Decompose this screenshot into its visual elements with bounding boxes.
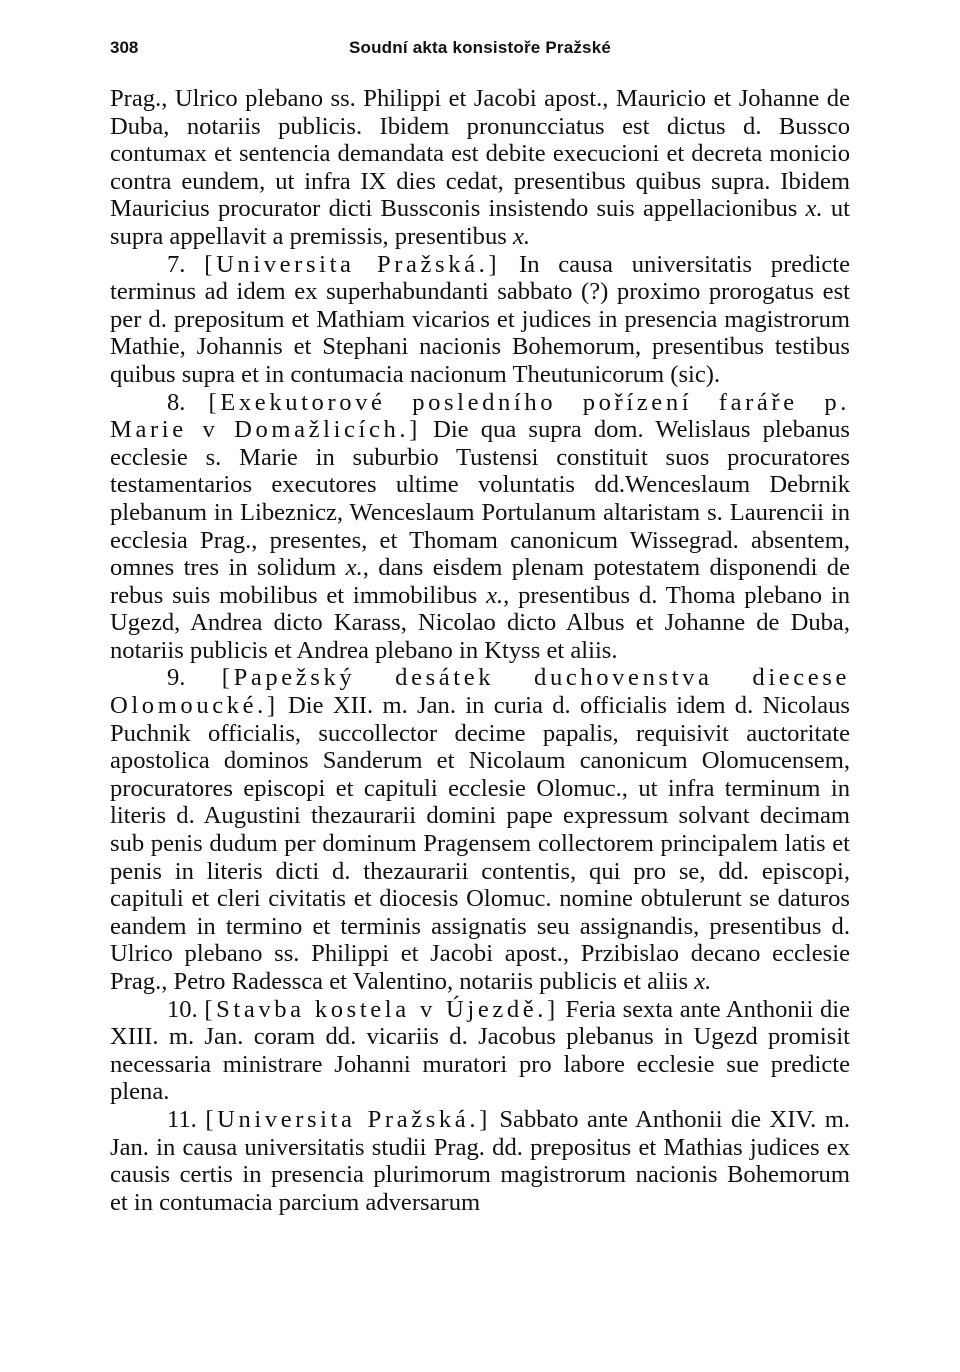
entry-number: 9. xyxy=(167,664,186,692)
entry-heading: [Exekutorové posledního pořízení faráře p. Marie v Domažlicích.] xyxy=(110,388,850,444)
page-number: 308 xyxy=(110,38,139,57)
entry-text: Die qua supra dom. Welislaus plebanus ecclesie s. Marie in suburbio Tustensi constituit suos procuratores testamentarios executores ultime voluntatis dd.Wenceslaum Debrnik plebanum in Libeznicz, Wenceslaum Portulanum altaristam s. Laurencii in ecclesia Prag., presentes, et Thomam canonicum Wissegrad. absentem, omnes tres in solidum xyxy=(110,416,850,582)
running-title: Soudní akta konsistoře Pražské xyxy=(348,38,612,57)
entry-8 xyxy=(110,389,850,665)
entry-11 xyxy=(110,1106,850,1216)
entry-text: Feria sexta ante Anthonii die XIII. m. Jan. coram dd. vicariis d. Jacobus plebanus in Ugezd promisit necessaria ministrare Johanni muratori pro labore ecclesie sue predicte plena. xyxy=(110,995,850,1106)
entry-7 xyxy=(110,251,850,389)
intro-text: Prag., Ulrico plebano ss. Philippi et Jacobi apost., Mauricio et Johanne de Duba, notariis publicis. Ibidem pronuncciatus est dictus d. Bussco contumax et sentencia demandata est debite execucioni et decreta monicio contra eundem, ut infra IX dies cedat, presentibus quibus supra. Ibidem Mauricius procurator dicti Bussconis insistendo suis appellacionibus xyxy=(110,85,850,223)
body-text xyxy=(110,85,850,1216)
intro-text-cont: ut supra appellavit a premissis, presentibus xyxy=(110,195,850,250)
entry-9 xyxy=(110,664,850,995)
entry-number: 10. xyxy=(167,995,198,1023)
entry-heading: [Papežský desátek duchovenstva diecese Olomoucké.] xyxy=(110,664,850,720)
entry-text: Sabbato ante Anthonii die XIV. m. Jan. in causa universitatis studii Prag. dd. prepositus et Mathias judices ex causis certis in presencia plurimorum magistrorum nacionis Bohemorum et in contumacia parcium adversarum xyxy=(110,1105,850,1216)
entry-10 xyxy=(110,996,850,1106)
entry-text-cont: , dans eisdem plenam potestatem disponendi de rebus suis mobilibus et immobilibus xyxy=(110,554,850,609)
entry-text: In causa universitatis predicte terminus ad idem ex superhabundanti sabbato (?) proximo prorogatus est per d. prepositum et Mathiam vicarios et judices in presencia magistrorum Mathie, Johannis et Stephani nacionis Bohemorum, presentibus testibus quibus supra et in contumacia nacionum Theutunicorum (sic). xyxy=(110,250,850,388)
abbrev-mark: x. xyxy=(512,222,531,250)
entry-number: 11. xyxy=(167,1105,197,1133)
entry-heading: [Universita Pražská.] xyxy=(204,250,501,278)
entry-number: 8. xyxy=(167,388,186,416)
entry-text: Die XII. m. Jan. in curia d. officialis idem d. Nicolaus Puchnik officialis, succollector decime papalis, requisivit auctoritate apostolica dominos Sanderum et Nicolaum canonicum Olomucensem, procuratores episcopi et capituli ecclesie Olomuc., ut infra terminum in literis d. Augustini thezaurarii domini pape expressum solvant decimam sub penis dudum per dominum Pragensem collectorem principalem latis et penis in literis dicti d. thezaurarii contentis, qui pro se, dd. episcopi, capituli et cleri civitatis et diocesis Olomuc. nomine obtulerunt se daturos eandem in termino et terminis assignatis seu assignandis, presentibus d. Ulrico plebano ss. Philippi et Jacobi apost., Przibislao decano ecclesie Prag., Petro Radessca et Valentino, notariis publicis et aliis xyxy=(110,692,850,995)
entry-text-cont: , presentibus d. Thoma plebano in Ugezd, Andrea dicto Karass, Nicolao dicto Albus et Johanne de Duba, notariis publicis et Andrea plebano in Ktyss et aliis. xyxy=(110,581,850,664)
abbrev-mark: x. xyxy=(345,554,363,582)
intro-paragraph xyxy=(110,85,850,251)
entry-heading: [Universita Pražská.] xyxy=(205,1105,491,1133)
running-head xyxy=(110,36,850,60)
abbrev-mark: x. xyxy=(694,968,712,995)
entry-number: 7. xyxy=(167,250,186,278)
abbrev-mark: x. xyxy=(805,195,823,223)
entry-heading: [Stavba kostela v Újezdě.] xyxy=(204,995,559,1023)
abbrev-mark: x. xyxy=(486,581,504,609)
